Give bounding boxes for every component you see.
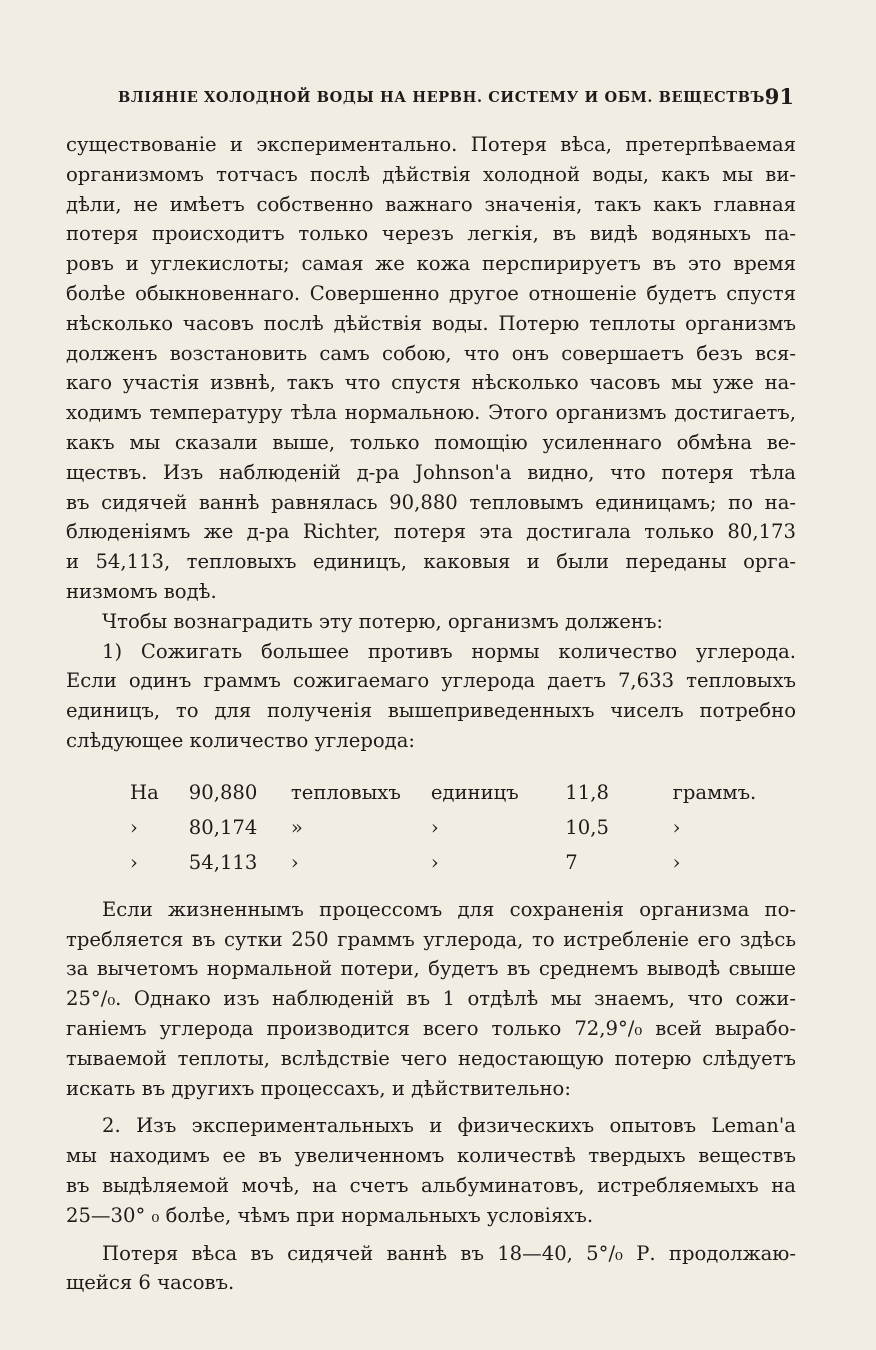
text-line: слѣдующее количество углерода: bbox=[66, 728, 416, 752]
text-line: Если жизненнымъ процессомъ для сохраненія организма по- bbox=[102, 897, 796, 921]
table-row bbox=[130, 846, 796, 881]
paragraph-2 bbox=[66, 607, 796, 637]
table-cell: единицъ bbox=[430, 781, 519, 805]
text-line: 25°/₀. Однако изъ наблюденій въ 1 отдѣлѣ мы знаемъ, что сожи- bbox=[66, 987, 796, 1011]
ditto-mark: › bbox=[430, 816, 439, 840]
text-line: существованіе и экспериментально. Потеря вѣса, претерпѣваемая bbox=[66, 133, 796, 156]
text-line: болѣе обыкновеннаго. Совершенно другое отношеніе будетъ спустя bbox=[66, 281, 796, 305]
ditto-mark: › bbox=[672, 851, 681, 875]
text-line: мы находимъ ее въ увеличенномъ количествѣ твердыхъ веществъ bbox=[66, 1144, 796, 1168]
text-line: требляется въ сутки 250 граммъ углерода, то истребленіе его здѣсь bbox=[66, 927, 796, 951]
table-cell: тепловыхъ bbox=[290, 781, 401, 805]
paragraph-5 bbox=[66, 1111, 796, 1230]
table-cell: граммъ. bbox=[672, 781, 757, 805]
text-line: организмомъ тотчасъ послѣ дѣйствія холодной воды, какъ мы ви- bbox=[66, 162, 796, 186]
text-line: потеря происходитъ только черезъ легкія, въ видѣ водяныхъ па- bbox=[66, 222, 796, 246]
carbon-table bbox=[130, 776, 796, 881]
body-text bbox=[66, 130, 796, 1298]
ditto-mark: › bbox=[430, 851, 439, 875]
text-line: Чтобы вознаградить эту потерю, организмъ долженъ: bbox=[102, 609, 664, 633]
table-cell: На bbox=[130, 781, 159, 805]
text-line: искать въ другихъ процессахъ, и дѣйствительно: bbox=[66, 1076, 571, 1100]
text-line: дѣли, не имѣетъ собственно важнаго значенія, такъ какъ главная bbox=[66, 192, 796, 216]
running-title: ВЛІЯНІЕ ХОЛОДНОЙ ВОДЫ НА НЕРВН. СИСТЕМУ И ОБМ. ВЕЩЕСТВЪ. bbox=[118, 89, 771, 106]
table-cell: 11,8 bbox=[565, 781, 609, 805]
text-line: единицъ, то для полученія вышеприведенныхъ чиселъ потребно bbox=[66, 699, 796, 723]
table-cell: 90,880 bbox=[188, 781, 258, 805]
table-row bbox=[130, 776, 796, 811]
ditto-mark: » bbox=[290, 816, 303, 840]
text-line: 1) Сожигать большее противъ нормы количество углерода. bbox=[102, 639, 796, 663]
text-line: каго участія извнѣ, такъ что спустя нѣсколько часовъ мы уже на- bbox=[66, 371, 796, 395]
text-line: какъ мы сказали выше, только помощію усиленнаго обмѣна ве- bbox=[66, 430, 796, 454]
paragraph-4 bbox=[66, 895, 796, 1104]
page-number: 91 bbox=[764, 84, 794, 109]
text-line: ходимъ температуру тѣла нормальною. Этого организмъ достигаетъ, bbox=[66, 401, 796, 425]
text-line: Если одинъ граммъ сожигаемаго углерода даетъ 7,633 тепловыхъ bbox=[66, 669, 796, 693]
text-line: 2. Изъ экспериментальныхъ и физическихъ опытовъ Leman'a bbox=[102, 1114, 796, 1138]
text-line: въ выдѣляемой мочѣ, на счетъ альбуминатовъ, истребляемыхъ на bbox=[66, 1173, 796, 1197]
text-line: ганіемъ углерода производится всего только 72,9°/₀ всей вырабо- bbox=[66, 1016, 796, 1040]
table-row bbox=[130, 811, 796, 846]
text-line: тываемой теплоты, вслѣдствіе чего недостающую потерю слѣдуетъ bbox=[66, 1046, 796, 1070]
ditto-mark: › bbox=[290, 851, 299, 875]
ditto-mark: › bbox=[130, 816, 138, 840]
table-cell: 10,5 bbox=[565, 816, 609, 840]
text-line: Потеря вѣса въ сидячей ваннѣ въ 18—40, 5°/₀ Р. продолжаю- bbox=[102, 1241, 796, 1265]
paragraph-1 bbox=[66, 130, 796, 607]
text-line: долженъ возстановить самъ собою, что онъ совершаетъ безъ вся- bbox=[66, 341, 796, 365]
running-header bbox=[118, 86, 798, 114]
table-cell: 7 bbox=[565, 851, 578, 875]
ditto-mark: › bbox=[130, 851, 138, 875]
text-line: блюденіямъ же д-ра Richter, потеря эта достигала только 80,173 bbox=[66, 520, 796, 544]
table-cell: 54,113 bbox=[188, 851, 258, 875]
text-line: низмомъ водѣ. bbox=[66, 579, 217, 603]
text-line: за вычетомъ нормальной потери, будетъ въ среднемъ выводѣ свыше bbox=[66, 957, 796, 981]
ditto-mark: › bbox=[672, 816, 681, 840]
text-line: и 54,113, тепловыхъ единицъ, каковыя и были переданы орга- bbox=[66, 550, 796, 574]
text-line: щейся 6 часовъ. bbox=[66, 1271, 235, 1295]
text-line: ществъ. Изъ наблюденій д-ра Johnson'a видно, что потеря тѣла bbox=[66, 460, 796, 484]
paragraph-6 bbox=[66, 1239, 796, 1299]
paragraph-3 bbox=[66, 637, 796, 756]
text-line: ровъ и углекислоты; самая же кожа перспирируетъ въ это время bbox=[66, 252, 796, 276]
text-line: въ сидячей ваннѣ равнялась 90,880 тепловымъ единицамъ; по на- bbox=[66, 490, 796, 514]
text-line: нѣсколько часовъ послѣ дѣйствія воды. Потерю теплоты организмъ bbox=[66, 311, 796, 335]
text-line: 25—30° ₀ болѣе, чѣмъ при нормальныхъ условіяхъ. bbox=[66, 1203, 594, 1227]
table-cell: 80,174 bbox=[188, 816, 258, 840]
